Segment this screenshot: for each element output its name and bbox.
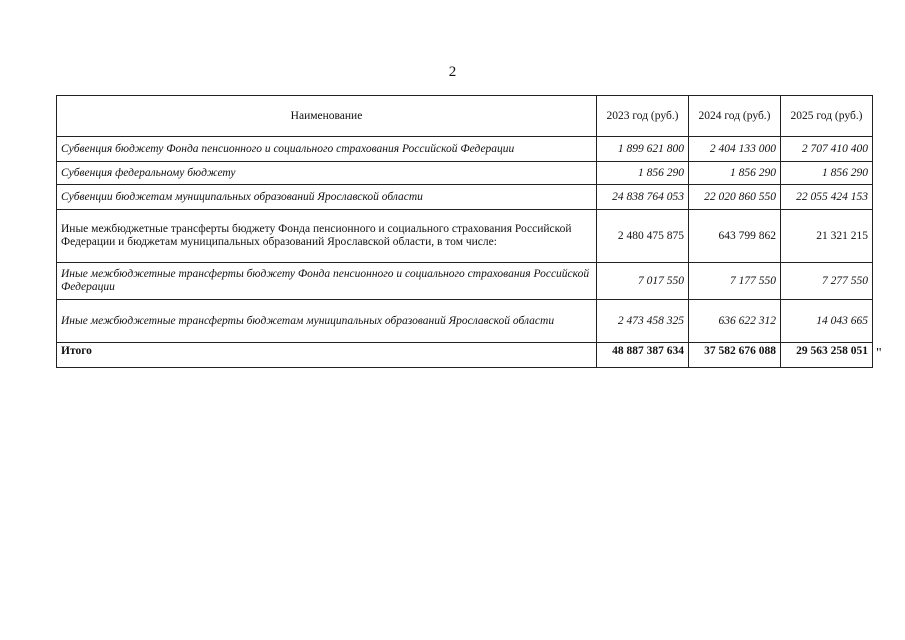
row-value-2023: 2 473 458 325 [597,300,689,343]
table-row [57,137,873,162]
row-value-2025: 2 707 410 400 [781,137,873,162]
total-label: Итого [57,343,597,368]
table-header-row [57,96,873,137]
table-row [57,185,873,210]
budget-table [56,95,873,368]
row-name: Субвенция федеральному бюджету [57,162,597,185]
row-value-2023: 7 017 550 [597,263,689,300]
row-value-2023: 1 899 621 800 [597,137,689,162]
row-value-2023: 2 480 475 875 [597,210,689,263]
row-name: Иные межбюджетные трансферты бюджетам муниципальных образований Ярославской области [57,300,597,343]
table-row [57,210,873,263]
row-name: Субвенции бюджетам муниципальных образований Ярославской области [57,185,597,210]
row-name: Субвенция бюджету Фонда пенсионного и социального страхования Российской Федерации [57,137,597,162]
header-name: Наименование [57,96,597,137]
total-value-2024: 37 582 676 088 [689,343,781,368]
header-2023: 2023 год (руб.) [597,96,689,137]
table-row [57,300,873,343]
table-row [57,162,873,185]
row-value-2025: 14 043 665 [781,300,873,343]
page-number: 2 [448,64,457,80]
row-value-2024: 2 404 133 000 [689,137,781,162]
row-name: Иные межбюджетные трансферты бюджету Фонда пенсионного и социального страхования Российской Федерации и бюджетам муниципальных образований Ярославской области, в том числе: [57,210,597,263]
table-total-row [57,343,873,368]
row-value-2023: 24 838 764 053 [597,185,689,210]
total-value-2025: 29 563 258 051 [781,343,873,368]
closing-quote: " [876,346,882,361]
header-2024: 2024 год (руб.) [689,96,781,137]
row-value-2024: 643 799 862 [689,210,781,263]
total-value-2023: 48 887 387 634 [597,343,689,368]
row-name: Иные межбюджетные трансферты бюджету Фонда пенсионного и социального страхования Российской Федерации [57,263,597,300]
row-value-2025: 1 856 290 [781,162,873,185]
row-value-2024: 7 177 550 [689,263,781,300]
row-value-2024: 1 856 290 [689,162,781,185]
row-value-2024: 636 622 312 [689,300,781,343]
row-value-2025: 7 277 550 [781,263,873,300]
row-value-2024: 22 020 860 550 [689,185,781,210]
row-value-2025: 22 055 424 153 [781,185,873,210]
table-row [57,263,873,300]
row-value-2025: 21 321 215 [781,210,873,263]
header-2025: 2025 год (руб.) [781,96,873,137]
row-value-2023: 1 856 290 [597,162,689,185]
